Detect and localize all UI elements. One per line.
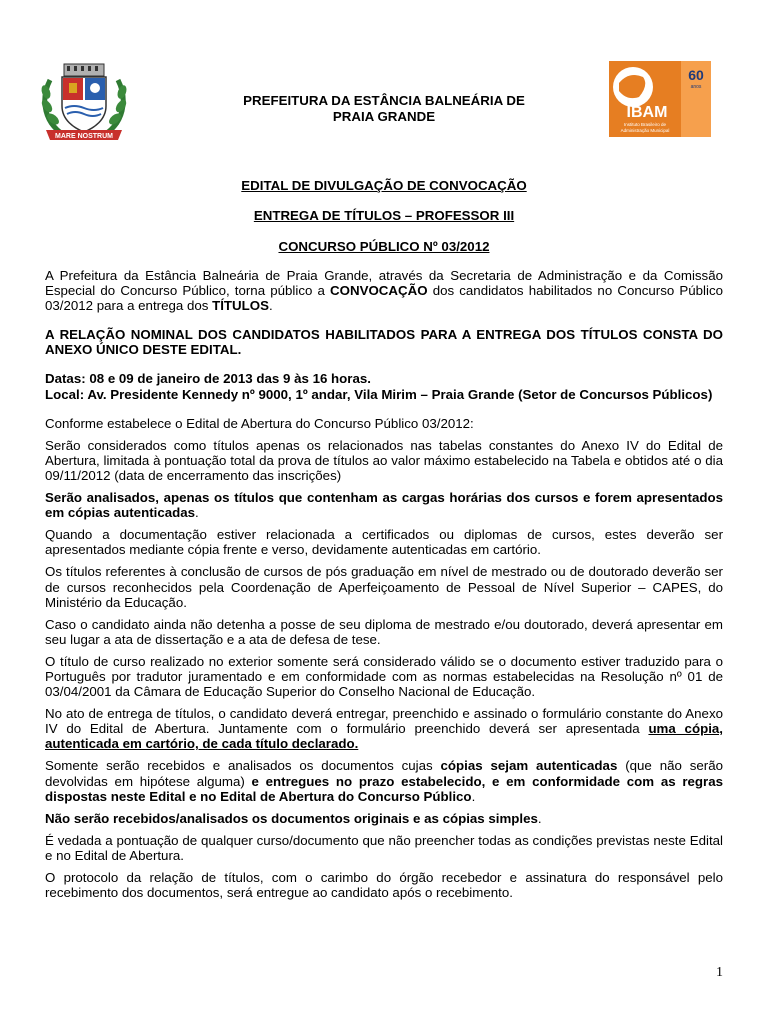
somente-paragraph bbox=[45, 758, 723, 803]
somente-text-a: Somente serão recebidos e analisados os documentos cujas bbox=[45, 758, 441, 774]
protocolo-paragraph: O protocolo da relação de títulos, com o carimbo do órgão recebedor e assinatura do responsável pelo recebimento dos documentos, será entregue ao candidato após o recebimento. bbox=[45, 870, 723, 901]
organization-title bbox=[0, 93, 768, 125]
somente-period: . bbox=[471, 788, 476, 804]
relacao-paragraph: A RELAÇÃO NOMINAL DOS CANDIDATOS HABILITADOS PARA A ENTREGA DOS TÍTULOS CONSTA DO ANEXO ÚNICO DESTE EDITAL. bbox=[45, 327, 723, 358]
concurso-title: CONCURSO PÚBLICO Nº 03/2012 bbox=[278, 239, 490, 254]
intro-period: . bbox=[268, 298, 273, 314]
somente-text-c: (que não serão devolvidas em hipótese alguma) bbox=[45, 758, 723, 789]
os-titulos-paragraph: Os títulos referentes à conclusão de cursos de pós graduação em nível de mestrado ou de doutorado deverão ser de cursos reconhecidos pela Coordenação de Aperfeiçoamento de Pessoal de Nível Superior – CAPES, do Ministério da Educação. bbox=[45, 564, 723, 610]
svg-text:Instituto Brasileiro de: Instituto Brasileiro de bbox=[623, 122, 667, 127]
edital-title: EDITAL DE DIVULGAÇÃO DE CONVOCAÇÃO bbox=[241, 178, 527, 193]
ato-paragraph bbox=[45, 706, 723, 751]
nao-serao-period: . bbox=[537, 810, 542, 826]
analisados-period: . bbox=[195, 505, 199, 521]
intro-paragraph bbox=[45, 268, 723, 313]
svg-text:MARE NOSTRUM: MARE NOSTRUM bbox=[55, 133, 113, 140]
intro-convocacao: CONVOCAÇÃO bbox=[330, 283, 428, 299]
ato-text: No ato de entrega de títulos, o candidato deverá entregar, preenchido e assinado o formulário constante do Anexo IV do Edital de Abertura. Juntamente com o formulário preenchido deverá ser apresentada bbox=[45, 706, 723, 737]
entrega-title: ENTREGA DE TÍTULOS – PROFESSOR III bbox=[253, 208, 515, 223]
intro-text-c: dos candidatos habilitados no Concurso Público 03/2012 para a entrega dos bbox=[45, 283, 723, 314]
intro-titulos: TÍTULOS bbox=[212, 298, 269, 314]
analisados-text: Serão analisados, apenas os títulos que contenham as cargas horárias dos cursos e forem apresentados em cópias autenticadas bbox=[45, 490, 723, 521]
somente-copias: cópias sejam autenticadas bbox=[440, 758, 618, 774]
datas-line: Datas: 08 e 09 de janeiro de 2013 das 9 às 16 horas. bbox=[45, 371, 371, 387]
nao-serao-paragraph bbox=[45, 811, 723, 826]
analisados-paragraph bbox=[45, 490, 723, 520]
quando-paragraph: Quando a documentação estiver relacionada a certificados ou diplomas de cursos, estes deverão ser apresentados mediante cópia frente e verso, devidamente autenticadas em cartório. bbox=[45, 527, 723, 558]
considerados-paragraph: Serão considerados como títulos apenas os relacionados nas tabelas constantes do Anexo IV do Edital de Abertura, limitada à pontuação total da prova de títulos ao valor máximo estabelecido na Tabela e obtidos até o dia 09/11/2012 (data de encerramento das inscrições) bbox=[45, 437, 723, 483]
organization-line-2: PRAIA GRANDE bbox=[332, 109, 436, 124]
intro-text-a: A Prefeitura da Estância Balneária de Praia Grande, através da Secretaria de Administração e da Comissão Especial do Concurso Público, torna público a bbox=[45, 268, 723, 299]
local-line: Local: Av. Presidente Kennedy nº 9000, 1º andar, Vila Mirim – Praia Grande (Setor de Concursos Públicos) bbox=[45, 386, 713, 402]
page-number: 1 bbox=[716, 965, 723, 980]
svg-text:Administração Municipal: Administração Municipal bbox=[620, 128, 670, 133]
somente-regras: e entregues no prazo estabelecido, e em conformidade com as regras dispostas neste Edital e no Edital de Abertura do Concurso Público bbox=[45, 773, 723, 804]
ato-emphasis: uma cópia, autenticada em cartório, de cada título declarado. bbox=[45, 721, 723, 752]
vedada-paragraph: É vedada a pontuação de qualquer curso/documento que não preencher todas as condições previstas neste Edital e no Edital de Abertura. bbox=[45, 832, 723, 863]
exterior-paragraph: O título de curso realizado no exterior somente será considerado válido se o documento estiver traduzido para o Português por tradutor juramentado e em conformidade com as normas estabelecidas na Resolução nº 01 de 03/04/2001 da Câmara de Educação Superior do Conselho Nacional de Educação. bbox=[45, 653, 723, 700]
organization-line-1: PREFEITURA DA ESTÂNCIA BALNEÁRIA DE bbox=[243, 93, 525, 108]
svg-text:IBAM: IBAM bbox=[626, 104, 668, 121]
conforme-paragraph: Conforme estabelece o Edital de Abertura do Concurso Público 03/2012: bbox=[45, 415, 474, 431]
nao-serao-text: Não serão recebidos/analisados os documentos originais e as cópias simples bbox=[45, 810, 538, 826]
caso-paragraph: Caso o candidato ainda não detenha a posse de seu diploma de mestrado e/ou doutorado, deverá apresentar em seu lugar a ata de dissertação e a ata de defesa de tese. bbox=[45, 616, 723, 647]
svg-text:anos: anos bbox=[690, 84, 702, 90]
svg-text:60: 60 bbox=[688, 67, 704, 83]
document-body bbox=[45, 268, 723, 907]
